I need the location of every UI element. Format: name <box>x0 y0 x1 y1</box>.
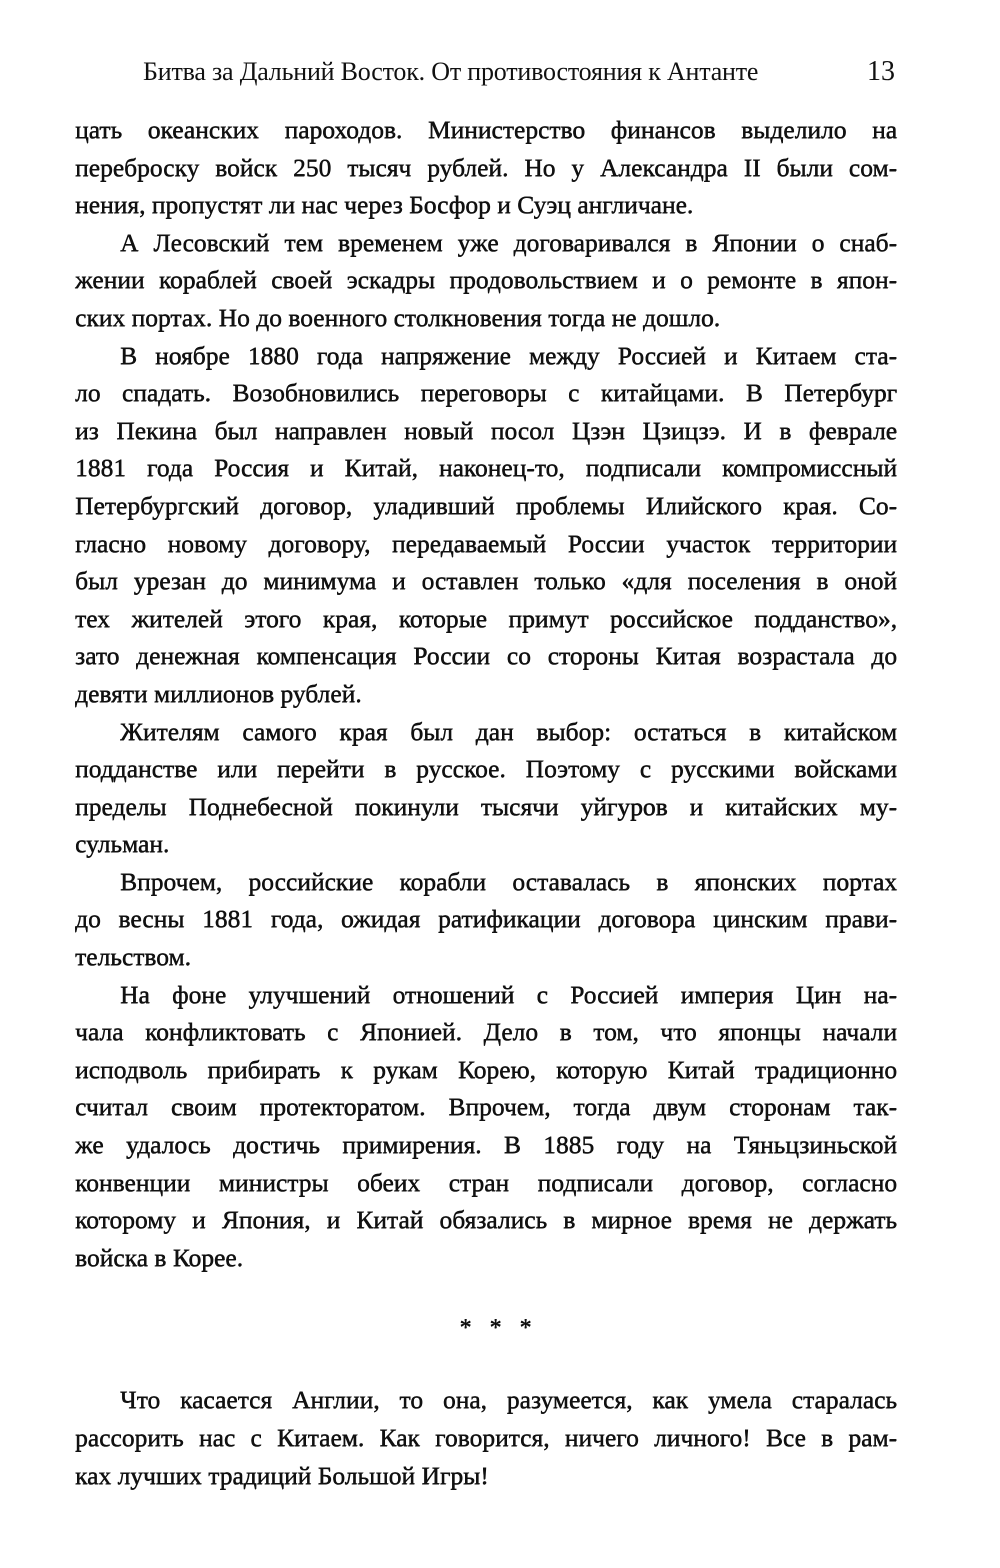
text-line: Впрочем, российские корабли оставалась в японских портах <box>120 866 897 896</box>
text-line: зато денежная компенсация России со стороны Китая возрастала до <box>75 641 897 671</box>
section-separator: * * * <box>459 1315 538 1342</box>
text-line: из Пекина был направлен новый посол Цзэн Цзицзэ. И в феврале <box>75 415 897 445</box>
text-line: нения, пропустят ли нас через Босфор и Суэц англичане. <box>75 190 694 220</box>
text-line: конвенции министры обеих стран подписали договор, согласно <box>75 1167 897 1197</box>
text-line: сульман. <box>75 829 170 859</box>
text-line: считал своим протекторатом. Впрочем, тогда двум сторонам так- <box>75 1092 897 1122</box>
text-line: ских портах. Но до военного столкновения тогда не дошло. <box>75 302 721 332</box>
text-line: рассорить нас с Китаем. Как говорится, ничего личного! Все в рам- <box>75 1423 897 1452</box>
text-line: Что касается Англии, то она, разумеется, как умела старалась <box>120 1385 897 1415</box>
text-line: тех жителей этого края, которые примут российское подданство», <box>75 603 897 633</box>
text-line: исподволь прибирать к рукам Корею, которую Китай традиционно <box>75 1054 897 1084</box>
text-line: переброску войск 250 тысяч рублей. Но у Александра II были сом- <box>75 152 897 182</box>
paragraph <box>75 337 897 713</box>
paragraph <box>75 976 897 1277</box>
text-line: которому и Япония, и Китай обязались в мирное время не держать <box>75 1205 897 1235</box>
page-number: 13 <box>867 56 895 87</box>
running-title: Битва за Дальний Восток. От противостояния к Антанте <box>143 57 759 86</box>
text-line: А Лесовский тем временем уже договаривался в Японии о снаб- <box>120 227 897 257</box>
text-line: Петербургский договор, уладивший проблемы Илийского края. Со- <box>75 490 897 520</box>
text-line: гласно новому договору, передаваемый России участок территории <box>75 528 897 558</box>
text-line: тельством. <box>75 942 191 972</box>
text-line: ло спадать. Возобновились переговоры с китайцами. В Петербург <box>75 378 897 408</box>
text-line: же удалось достичь примирения. В 1885 году на Тяньцзиньской <box>75 1130 897 1160</box>
text-line: ках лучших традиций Большой Игры! <box>75 1460 489 1490</box>
text-line: пределы Поднебесной покинули тысячи уйгуров и китайских му- <box>75 791 897 821</box>
paragraph <box>75 1381 897 1494</box>
paragraph <box>75 713 897 863</box>
text-line: цать океанских пароходов. Министерство финансов выделило на <box>75 115 897 144</box>
text-line: девяти миллионов рублей. <box>75 678 362 708</box>
text-line: подданстве или перейти в русское. Поэтому с русскими войсками <box>75 754 897 784</box>
text-line: до весны 1881 года, ожидая ратификации договора цинским прави- <box>75 904 897 934</box>
text-line: был урезан до минимума и оставлен только «для поселения в оной <box>75 566 897 596</box>
text-line: чала конфликтовать с Японией. Дело в том, что японцы начали <box>75 1017 897 1047</box>
text-line: В ноябре 1880 года напряжение между Россией и Китаем ста- <box>120 340 897 370</box>
paragraph <box>75 863 897 976</box>
text-line: 1881 года Россия и Китай, наконец-то, подписали компромиссный <box>75 453 897 483</box>
paragraph <box>75 224 897 337</box>
running-header <box>143 52 895 92</box>
text-line: войска в Корее. <box>75 1242 243 1272</box>
text-line: На фоне улучшений отношений с Россией империя Цин на- <box>120 979 897 1009</box>
text-line: Жителям самого края был дан выбор: остаться в китайском <box>120 716 897 746</box>
text-line: жении кораблей своей эскадры продовольствием и о ремонте в япон- <box>75 265 897 295</box>
paragraph <box>75 111 897 224</box>
page-body <box>75 111 897 1494</box>
